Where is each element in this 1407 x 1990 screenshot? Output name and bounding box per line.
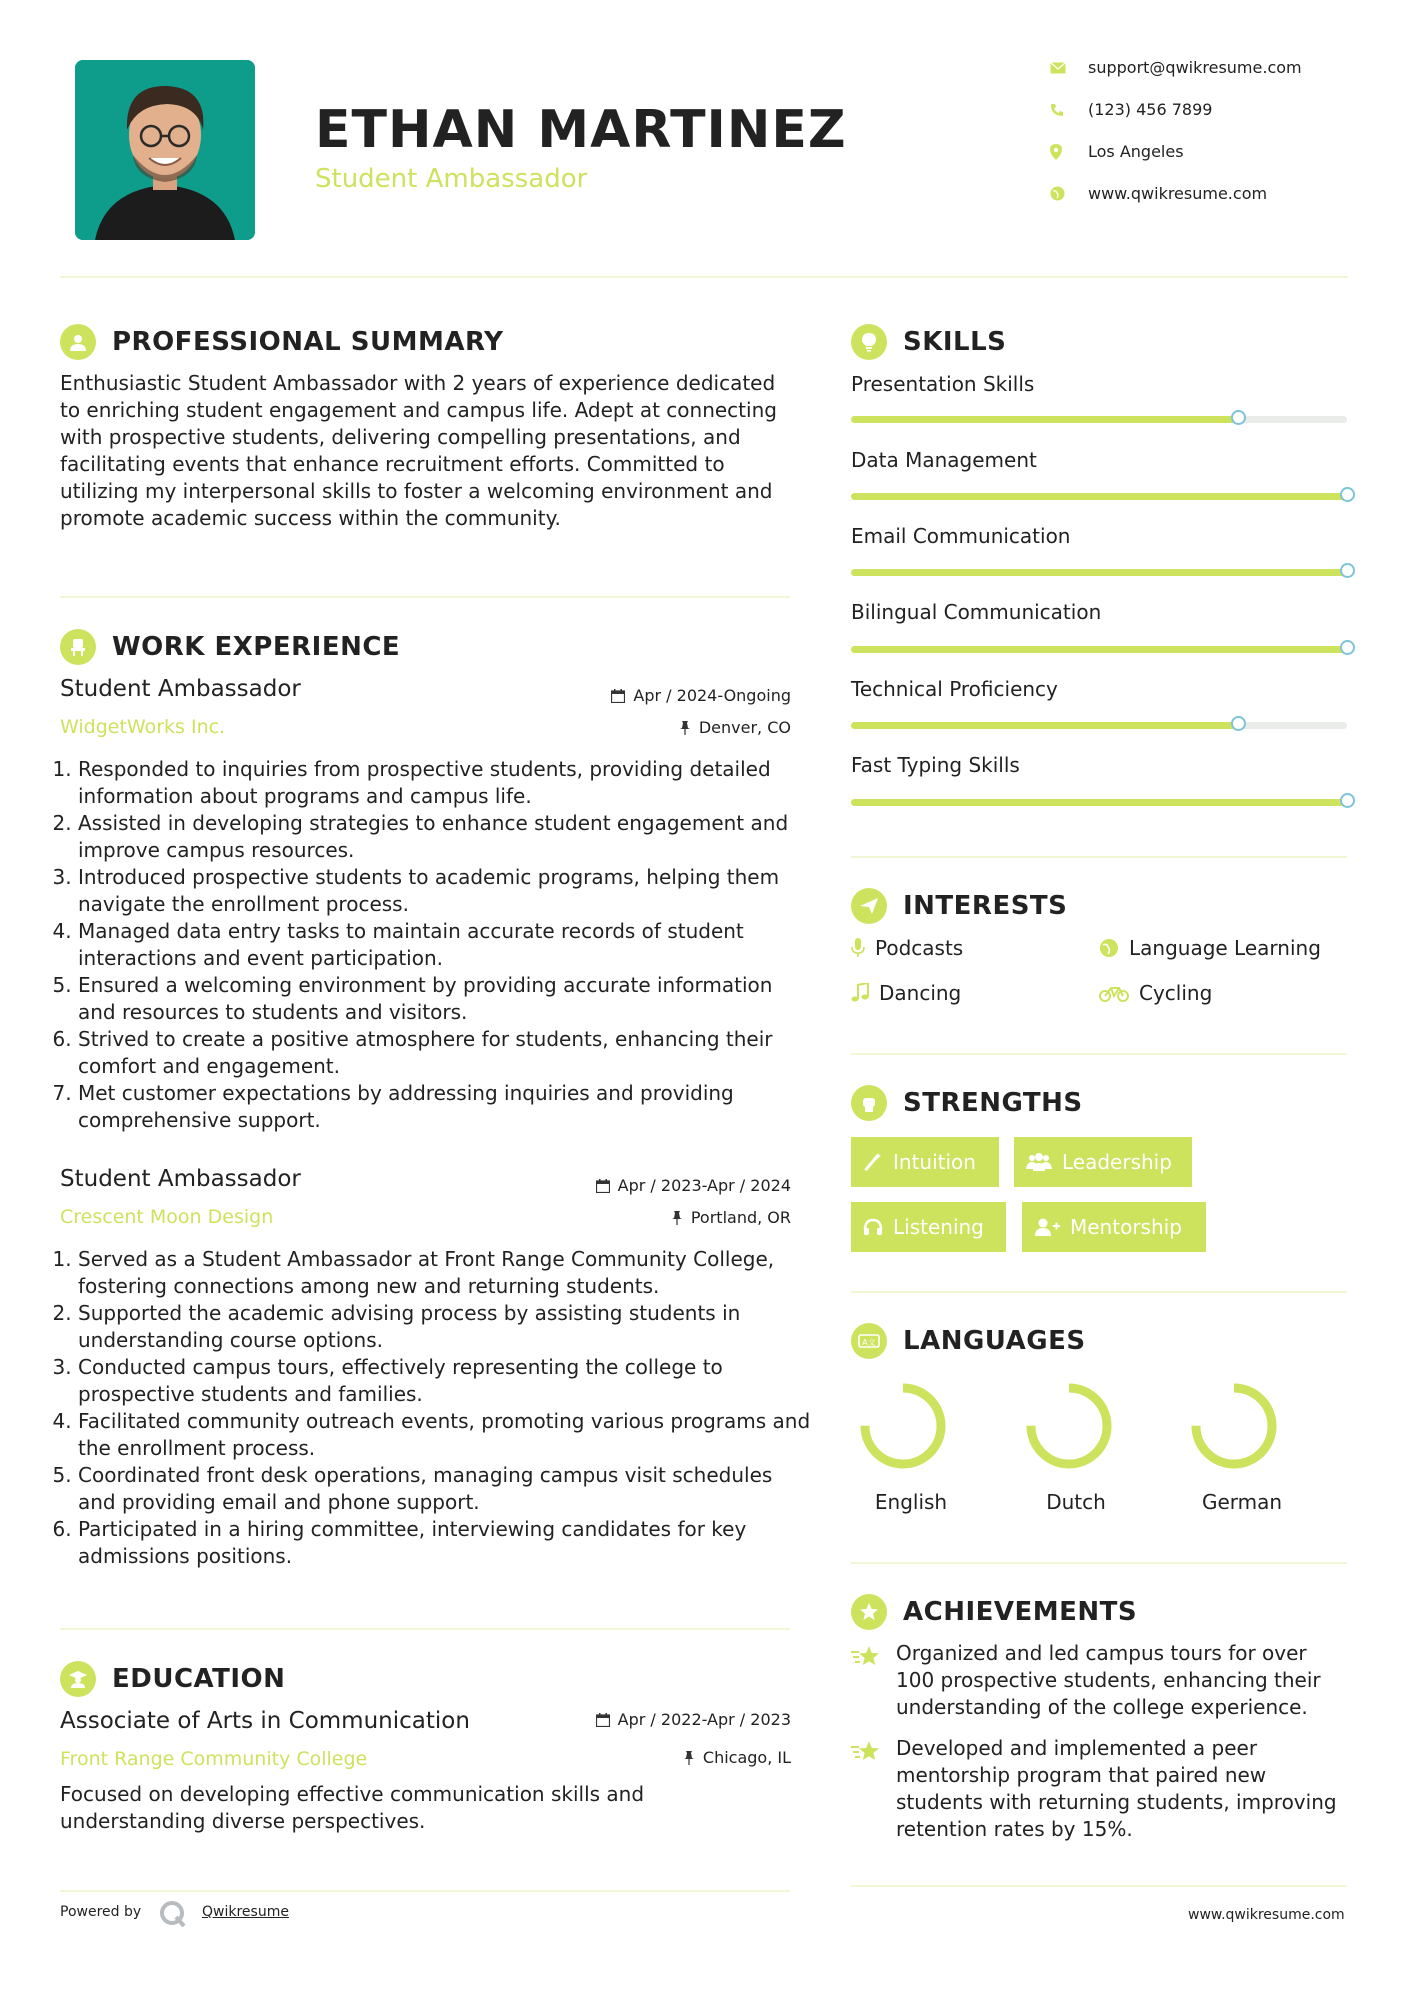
star-icon [851, 1740, 883, 1768]
qwikresume-link[interactable]: Qwikresume [202, 1904, 289, 1920]
strength-tag [1014, 1137, 1192, 1187]
header-divider [60, 276, 1348, 278]
achievement-item: Organized and led campus tours for over 100 prospective students, enhancing their understanding of the college experience. [896, 1641, 1321, 1719]
strengths-title: STRENGTHS [903, 1088, 1083, 1118]
languages-title: LANGUAGES [903, 1326, 1086, 1356]
paper-plane-icon [851, 888, 887, 924]
microphone-icon [851, 938, 865, 958]
skill-bar-fill [851, 569, 1347, 576]
user-plus-icon [1034, 1217, 1060, 1237]
skill-bar-fill [851, 416, 1238, 423]
education-location-text: Chicago, IL [702, 1748, 791, 1767]
education-title: EDUCATION [112, 1664, 286, 1694]
strength-label: Intuition [893, 1150, 976, 1174]
job-bullets [60, 756, 813, 1134]
job-location-text: Portland, OR [690, 1208, 791, 1227]
language-ring [1188, 1380, 1280, 1472]
skill-bar [851, 646, 1347, 653]
company-name: WidgetWorks Inc. [60, 716, 226, 738]
candidate-name: ETHAN MARTINEZ [315, 100, 847, 160]
interest-label: Podcasts [875, 936, 964, 960]
graduate-icon [60, 1661, 96, 1697]
education-text: Focused on developing effective communication skills and understanding diverse perspectives. [60, 1782, 645, 1833]
degree-title: Associate of Arts in Communication [60, 1708, 470, 1734]
skills-divider [851, 856, 1347, 858]
strength-label: Leadership [1062, 1150, 1172, 1174]
skill-name: Technical Proficiency [851, 677, 1058, 701]
list-item: 4. Facilitated community outreach events, promoting various programs and the enrollment process. [78, 1408, 813, 1462]
phone-icon [1050, 103, 1088, 117]
contact-location [1050, 142, 1184, 161]
language-ring [1023, 1380, 1115, 1472]
lightbulb-icon [851, 324, 887, 360]
achievements-title: ACHIEVEMENTS [903, 1597, 1138, 1627]
list-item: 2. Supported the academic advising process by assisting students in understanding course options. [78, 1300, 813, 1354]
achievements-divider [851, 1885, 1347, 1887]
language-ring-arc [865, 1388, 941, 1464]
skill-bar-knob [1340, 640, 1355, 655]
achievements-section-header [851, 1594, 1137, 1630]
globe-icon [1099, 938, 1119, 958]
summary-divider [60, 596, 790, 598]
job-title: Student Ambassador [60, 676, 301, 702]
interests-title: INTERESTS [903, 891, 1068, 921]
calendar-icon [596, 1179, 610, 1193]
strength-tag [851, 1202, 1006, 1252]
interest-label: Cycling [1139, 981, 1213, 1005]
star-badge-icon [851, 1594, 887, 1630]
skill-name: Data Management [851, 448, 1037, 472]
powered-by-label: Powered by [60, 1904, 142, 1920]
list-item: 7. Met customer expectations by addressing inquiries and providing comprehensive support. [78, 1080, 813, 1134]
fist-icon [851, 1085, 887, 1121]
skills-title: SKILLS [903, 327, 1007, 357]
skill-bar-knob [1340, 793, 1355, 808]
interest-label: Dancing [879, 981, 962, 1005]
experience-section-header [60, 629, 400, 665]
skill-bar-fill [851, 493, 1347, 500]
calendar-icon [596, 1713, 610, 1727]
pushpin-icon [671, 1211, 683, 1225]
interest-item [1099, 936, 1321, 960]
education-divider [60, 1890, 790, 1892]
interest-label: Language Learning [1129, 936, 1321, 960]
job-location [500, 718, 791, 737]
skill-name: Email Communication [851, 524, 1071, 548]
strength-label: Mentorship [1070, 1215, 1182, 1239]
star-icon [851, 1645, 883, 1673]
summary-section-header [60, 324, 503, 360]
interest-item [851, 981, 961, 1005]
headphones-icon [863, 1218, 883, 1236]
list-item: 3. Conducted campus tours, effectively representing the college to prospective students and families. [78, 1354, 813, 1408]
list-item: 6. Strived to create a positive atmosphere for students, enhancing their comfort and engagement. [78, 1026, 813, 1080]
skill-name: Fast Typing Skills [851, 753, 1020, 777]
skill-bar-knob [1231, 716, 1246, 731]
skill-bar-fill [851, 646, 1347, 653]
skill-bar [851, 416, 1347, 423]
skill-bar [851, 799, 1347, 806]
bicycle-icon [1099, 984, 1129, 1002]
skills-section-header [851, 324, 1006, 360]
language-ring [857, 1380, 949, 1472]
svg-text:A文: A文 [862, 1338, 876, 1347]
language-name: German [1201, 1490, 1283, 1514]
skill-name: Bilingual Communication [851, 600, 1102, 624]
phone-text: (123) 456 7899 [1088, 100, 1213, 119]
job-location [500, 1208, 791, 1227]
list-item: 3. Introduced prospective students to academic programs, helping them navigate the enrollment process. [78, 864, 813, 918]
job-dates-text: Apr / 2023-Apr / 2024 [617, 1176, 791, 1195]
qwikresume-logo [158, 1899, 188, 1933]
contact-email[interactable] [1050, 58, 1302, 77]
skill-bar-fill [851, 799, 1347, 806]
map-pin-icon [1050, 144, 1088, 160]
list-item: 6. Participated in a hiring committee, interviewing candidates for key admissions positions. [78, 1516, 813, 1570]
strengths-divider [851, 1291, 1347, 1293]
strengths-section-header [851, 1085, 1083, 1121]
strength-tag [851, 1137, 999, 1187]
list-item: 4. Managed data entry tasks to maintain accurate records of student interactions and event participation. [78, 918, 813, 972]
job-dates [500, 1176, 791, 1195]
skill-bar-knob [1340, 563, 1355, 578]
interest-item [851, 936, 963, 960]
interests-divider [851, 1053, 1347, 1055]
list-item: 5. Ensured a welcoming environment by providing accurate information and resources to students and visitors. [78, 972, 813, 1026]
skill-bar-knob [1231, 410, 1246, 425]
school-name: Front Range Community College [60, 1748, 368, 1770]
strength-tag [1022, 1202, 1206, 1252]
experience-title: WORK EXPERIENCE [112, 632, 401, 662]
website-text: www.qwikresume.com [1088, 184, 1268, 203]
calendar-icon [611, 689, 625, 703]
job-dates [500, 686, 791, 705]
music-note-icon [851, 983, 869, 1003]
contact-website[interactable] [1050, 184, 1267, 203]
email-text: support@qwikresume.com [1088, 58, 1302, 77]
list-item: 2. Assisted in developing strategies to enhance student engagement and improve campus resources. [78, 810, 813, 864]
candidate-role: Student Ambassador [315, 164, 588, 194]
interests-section-header [851, 888, 1067, 924]
group-icon [1026, 1152, 1052, 1172]
summary-text: Enthusiastic Student Ambassador with 2 years of experience dedicated to enriching student engagement and campus life. Adept at connecting with prospective students, delivering compelling presentations, and facilitating events that enhance recruitment efforts. Committed to utilizing my interpersonal skills to foster a welcoming environment and promote academic success within the community. [60, 371, 777, 530]
language-name: Dutch [1046, 1490, 1106, 1514]
job-location-text: Denver, CO [698, 718, 791, 737]
company-name: Crescent Moon Design [60, 1206, 274, 1228]
magic-wand-icon [863, 1152, 883, 1172]
languages-divider [851, 1562, 1347, 1564]
user-icon [60, 324, 96, 360]
education-location [500, 1748, 791, 1767]
languages-section-header [851, 1323, 1086, 1359]
list-item: 1. Responded to inquiries from prospective students, providing detailed information about programs and campus life. [78, 756, 813, 810]
footer-website[interactable]: www.qwikresume.com [1188, 1907, 1345, 1923]
pushpin-icon [679, 721, 691, 735]
envelope-icon [1050, 62, 1088, 74]
language-icon [851, 1323, 887, 1359]
interest-item [1099, 981, 1212, 1005]
list-item: 5. Coordinated front desk operations, managing campus visit schedules and providing email and phone support. [78, 1462, 813, 1516]
chair-icon [60, 629, 96, 665]
skill-bar [851, 569, 1347, 576]
education-section-header [60, 1661, 285, 1697]
job-bullets [60, 1246, 813, 1570]
skill-bar-fill [851, 722, 1238, 729]
globe-icon [1050, 186, 1088, 201]
skill-bar [851, 493, 1347, 500]
strength-label: Listening [893, 1215, 984, 1239]
achievement-item: Developed and implemented a peer mentorship program that paired new students with returning students, improving retention rates by 15%. [896, 1736, 1337, 1841]
skill-bar [851, 722, 1347, 729]
pushpin-icon [683, 1751, 695, 1765]
experience-divider [60, 1628, 790, 1630]
job-dates-text: Apr / 2024-Ongoing [633, 686, 791, 705]
language-ring-arc [1031, 1388, 1107, 1464]
summary-title: PROFESSIONAL SUMMARY [112, 327, 504, 357]
contact-phone[interactable] [1050, 100, 1212, 119]
language-name: English [874, 1490, 948, 1514]
skill-bar-knob [1340, 487, 1355, 502]
location-text: Los Angeles [1088, 142, 1184, 161]
list-item: 1. Served as a Student Ambassador at Front Range Community College, fostering connections among new and returning students. [78, 1246, 813, 1300]
language-ring-arc [1196, 1388, 1272, 1464]
education-dates [500, 1710, 791, 1729]
skill-name: Presentation Skills [851, 372, 1035, 396]
job-title: Student Ambassador [60, 1166, 301, 1192]
education-dates-text: Apr / 2022-Apr / 2023 [617, 1710, 791, 1729]
profile-photo [75, 60, 255, 240]
